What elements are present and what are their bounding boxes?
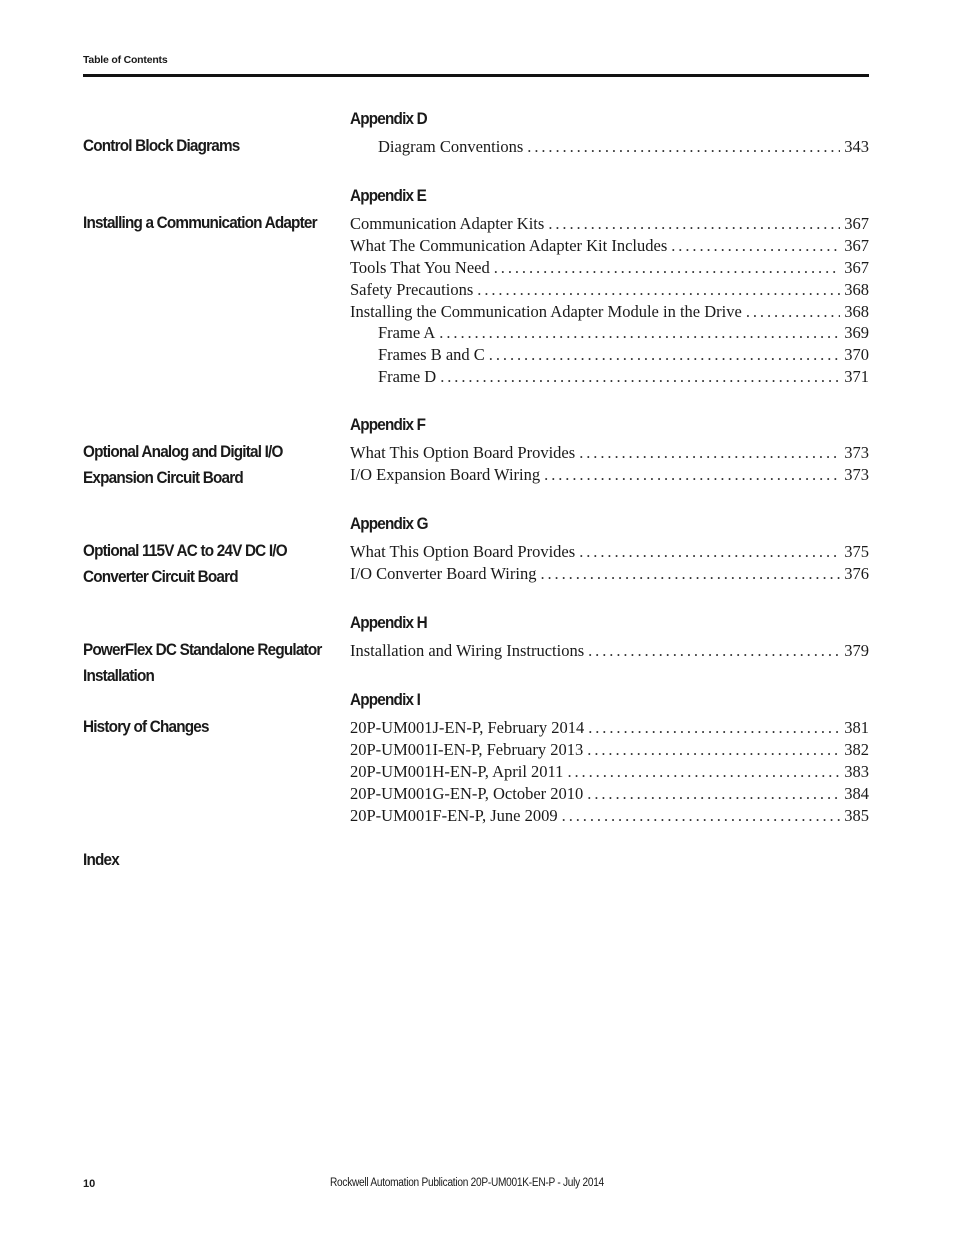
appendix-i-title[interactable]: History of Changes: [83, 717, 209, 736]
appendix-d-entries: [350, 136, 869, 158]
toc-entry[interactable]: [350, 541, 869, 563]
leader-dots: [477, 279, 840, 301]
toc-entry-label: 20P-UM001G-EN-P, October 2010: [350, 783, 584, 803]
footer-publication: Rockwell Automation Publication 20P-UM001K-EN-P - July 2014: [330, 1177, 604, 1189]
appendix-e-title[interactable]: Installing a Communication Adapter: [83, 213, 317, 232]
toc-entry-label: What This Option Board Provides: [350, 542, 576, 561]
toc-entry-label: 20P-UM001F-EN-P, June 2009: [350, 805, 558, 825]
leader-dots: [579, 442, 840, 464]
index-title[interactable]: Index: [83, 850, 119, 869]
toc-entry[interactable]: [350, 235, 869, 257]
leader-dots: [746, 301, 840, 323]
leader-dots: [540, 563, 840, 585]
leader-dots: [588, 717, 840, 739]
leader-dots: [562, 805, 841, 827]
toc-entry-label: Installation and Wiring Instructions: [350, 641, 585, 660]
leader-dots: [671, 235, 840, 257]
toc-entry-page: 343: [844, 137, 869, 156]
toc-entry-label: What This Option Board Provides: [350, 443, 576, 462]
toc-entry-page: 371: [844, 367, 869, 387]
toc-entry-label: I/O Converter Board Wiring: [350, 563, 537, 583]
toc-entry-label: What The Communication Adapter Kit Includes: [350, 235, 668, 255]
running-header: Table of Contents: [83, 54, 168, 66]
appendix-g-title[interactable]: [83, 538, 335, 590]
leader-dots: [494, 257, 841, 279]
appendix-i-entries: [350, 717, 869, 826]
title-line: PowerFlex DC Standalone Regulator: [83, 640, 322, 659]
toc-entry[interactable]: [350, 739, 869, 761]
appendix-h-title[interactable]: [83, 637, 335, 689]
toc-entry-page: 385: [844, 805, 869, 825]
toc-entry-label: Frames B and C: [378, 345, 485, 365]
toc-entry[interactable]: [350, 442, 869, 464]
toc-entry[interactable]: [350, 563, 869, 585]
leader-dots: [544, 464, 840, 486]
toc-entry-page: 382: [844, 739, 869, 759]
toc-entry-page: 367: [844, 214, 869, 233]
toc-entry-page: 384: [844, 783, 869, 803]
header-rule: [83, 74, 869, 77]
title-line: Optional 115V AC to 24V DC I/O: [83, 541, 287, 560]
toc-entry-page: 373: [844, 443, 869, 462]
leader-dots: [548, 213, 840, 235]
appendix-i-heading: Appendix I: [350, 690, 421, 709]
toc-entry-label: 20P-UM001I-EN-P, February 2013: [350, 739, 584, 759]
appendix-f-title[interactable]: [83, 439, 335, 491]
leader-dots: [588, 640, 840, 662]
toc-entry[interactable]: [350, 257, 869, 279]
leader-dots: [587, 783, 840, 805]
toc-entry-page: 368: [844, 301, 869, 321]
appendix-d-heading: Appendix D: [350, 109, 427, 128]
toc-entry[interactable]: [350, 136, 869, 158]
leader-dots: [439, 322, 840, 344]
toc-entry-page: 375: [844, 542, 869, 561]
leader-dots: [489, 344, 840, 366]
toc-entry-label: Installing the Communication Adapter Module in the Drive: [350, 301, 742, 321]
toc-entry[interactable]: [350, 805, 869, 827]
leader-dots: [527, 136, 840, 158]
title-line: Installation: [83, 666, 155, 685]
toc-entry-label: Diagram Conventions: [378, 137, 524, 156]
title-line: Optional Analog and Digital I/O: [83, 442, 283, 461]
leader-dots: [567, 761, 840, 783]
toc-entry[interactable]: [350, 344, 869, 366]
toc-entry-page: 368: [844, 279, 869, 299]
toc-entry-page: 376: [844, 563, 869, 583]
toc-entry[interactable]: [350, 761, 869, 783]
appendix-e-entries: [350, 213, 869, 388]
footer-page-number: 10: [83, 1178, 96, 1190]
toc-entry-label: Tools That You Need: [350, 257, 490, 277]
appendix-d-title[interactable]: Control Block Diagrams: [83, 136, 240, 155]
appendix-h-heading: Appendix H: [350, 613, 427, 632]
toc-entry[interactable]: [350, 301, 869, 323]
toc-entry[interactable]: [350, 464, 869, 486]
appendix-g-heading: Appendix G: [350, 514, 428, 533]
leader-dots: [587, 739, 840, 761]
appendix-f-heading: Appendix F: [350, 415, 426, 434]
toc-entry-page: 373: [844, 464, 869, 484]
toc-entry[interactable]: [350, 783, 869, 805]
leader-dots: [579, 541, 840, 563]
toc-entry[interactable]: [350, 279, 869, 301]
toc-entry-page: 379: [844, 641, 869, 660]
appendix-f-entries: [350, 442, 869, 486]
toc-entry-label: Frame A: [378, 323, 436, 343]
toc-entry-label: 20P-UM001H-EN-P, April 2011: [350, 761, 564, 781]
title-line: Expansion Circuit Board: [83, 468, 243, 487]
toc-entry[interactable]: [350, 640, 869, 662]
title-line: Converter Circuit Board: [83, 567, 238, 586]
toc-entry-label: I/O Expansion Board Wiring: [350, 464, 541, 484]
toc-entry-label: Frame D: [378, 367, 437, 387]
appendix-e-heading: Appendix E: [350, 186, 427, 205]
appendix-h-entries: [350, 640, 869, 662]
appendix-g-entries: [350, 541, 869, 585]
toc-entry-page: 369: [844, 323, 869, 343]
toc-entry[interactable]: [350, 717, 869, 739]
toc-entry-page: 383: [844, 761, 869, 781]
toc-entry[interactable]: [350, 366, 869, 388]
toc-entry-label: 20P-UM001J-EN-P, February 2014: [350, 718, 585, 737]
toc-entry-page: 370: [844, 345, 869, 365]
toc-entry-page: 367: [844, 235, 869, 255]
toc-entry-page: 367: [844, 257, 869, 277]
toc-entry-label: Safety Precautions: [350, 279, 474, 299]
toc-entry[interactable]: [350, 322, 869, 344]
leader-dots: [440, 366, 840, 388]
toc-entry[interactable]: [350, 213, 869, 235]
toc-entry-page: 381: [844, 718, 869, 737]
toc-entry-label: Communication Adapter Kits: [350, 214, 545, 233]
